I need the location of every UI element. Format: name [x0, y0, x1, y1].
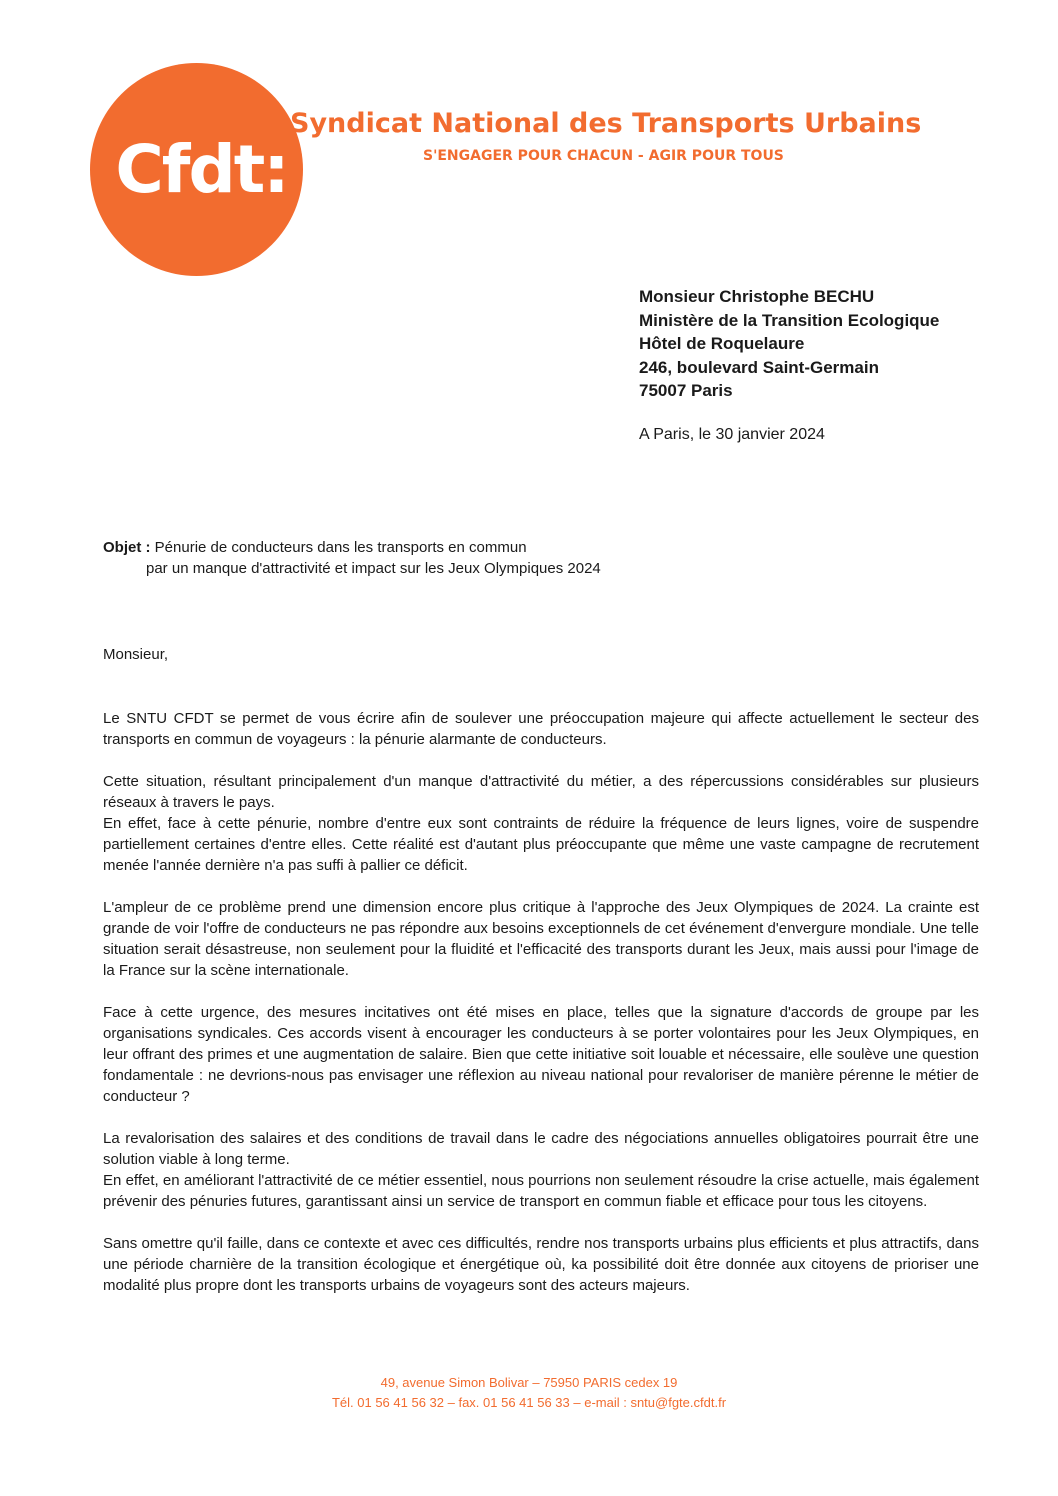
recipient-address	[639, 285, 1039, 403]
recipient-building: Hôtel de Roquelaure	[639, 334, 805, 353]
letter-date: A Paris, le 30 janvier 2024	[639, 426, 825, 443]
body-paragraph: La revalorisation des salaires et des conditions de travail dans le cadre des négociations annuelles obligatoires pourrait être une solution viable à long terme.	[103, 1130, 979, 1168]
recipient-street: 246, boulevard Saint-Germain	[639, 357, 879, 377]
footer-address: 49, avenue Simon Bolivar – 75950 PARIS cedex 19	[380, 1375, 678, 1390]
cfdt-logo	[90, 63, 303, 276]
organization-tagline: S'ENGAGER POUR CHACUN - AGIR POUR TOUS	[423, 148, 784, 164]
body-paragraph: Cette situation, résultant principalement d'un manque d'attractivité du métier, a des répercussions considérables sur plusieurs réseaux à travers le pays.	[103, 773, 979, 811]
subject-line-1: Pénurie de conducteurs dans les transports en commun	[154, 539, 527, 556]
recipient-name: Monsieur Christophe BECHU	[639, 287, 875, 306]
body-paragraph: En effet, face à cette pénurie, nombre d'entre eux sont contraints de réduire la fréquence de leurs lignes, voire de suspendre partiellement certaines d'entre elles. Cette réalité est d'autant plus préoccupante que même une vaste campagne de recrutement menée l'année dernière n'a pas suffi à pallier ce déficit.	[103, 815, 979, 874]
footer-contact: Tél. 01 56 41 56 32 – fax. 01 56 41 56 33 – e-mail : sntu@fgte.cfdt.fr	[331, 1395, 727, 1410]
recipient-ministry: Ministère de la Transition Ecologique	[639, 310, 940, 330]
salutation: Monsieur,	[103, 646, 169, 663]
subject-label: Objet :	[103, 539, 151, 556]
organization-name: Syndicat National des Transports Urbains	[290, 108, 922, 139]
letter-body	[103, 708, 979, 1296]
recipient-city: 75007 Paris	[639, 381, 733, 400]
body-paragraph: L'ampleur de ce problème prend une dimension encore plus critique à l'approche des Jeux Olympiques de 2024. La crainte est grande de voir l'offre de conducteurs ne pas répondre aux besoins exceptionnels de cet événement d'envergure mondiale. Une telle situation serait désastreuse, non seulement pour la fluidité et l'efficacité des transports durant les Jeux, mais aussi pour l'image de la France sur la scène internationale.	[103, 899, 979, 979]
subject-line-2: par un manque d'attractivité et impact sur les Jeux Olympiques 2024	[146, 560, 601, 577]
body-paragraph: Le SNTU CFDT se permet de vous écrire afin de soulever une préoccupation majeure qui affecte actuellement le secteur des transports en commun de voyageurs : la pénurie alarmante de conducteurs.	[103, 710, 979, 748]
letter-footer	[0, 1373, 1058, 1413]
body-paragraph: Face à cette urgence, des mesures incitatives ont été mises en place, telles que la signature d'accords de groupe par les organisations syndicales. Ces accords visent à encourager les conducteurs à se porter volontaires pour les Jeux Olympiques, en leur offrant des primes et une augmentation de salaire. Bien que cette initiative soit louable et nécessaire, elle soulève une question fondamentale : ne devrions-nous pas envisager une réflexion au niveau national pour revaloriser de manière pérenne le métier de conducteur ?	[103, 1004, 979, 1105]
logo-text: Cfdt:	[115, 131, 288, 208]
letter-subject	[103, 537, 803, 579]
body-paragraph: En effet, en améliorant l'attractivité de ce métier essentiel, nous pourrions non seulement résoudre la crise actuelle, mais également prévenir des pénuries futures, garantissant ainsi un service de transport en commun fiable et efficace pour tous les citoyens.	[103, 1172, 979, 1210]
body-paragraph: Sans omettre qu'il faille, dans ce contexte et avec ces difficultés, rendre nos transports urbains plus efficients et plus attractifs, dans une période charnière de la transition écologique et énergétique où, ka possibilité doit être donnée aux citoyens de prioriser une modalité plus propre dont les transports urbains de voyageurs sont des acteurs majeurs.	[103, 1235, 979, 1294]
